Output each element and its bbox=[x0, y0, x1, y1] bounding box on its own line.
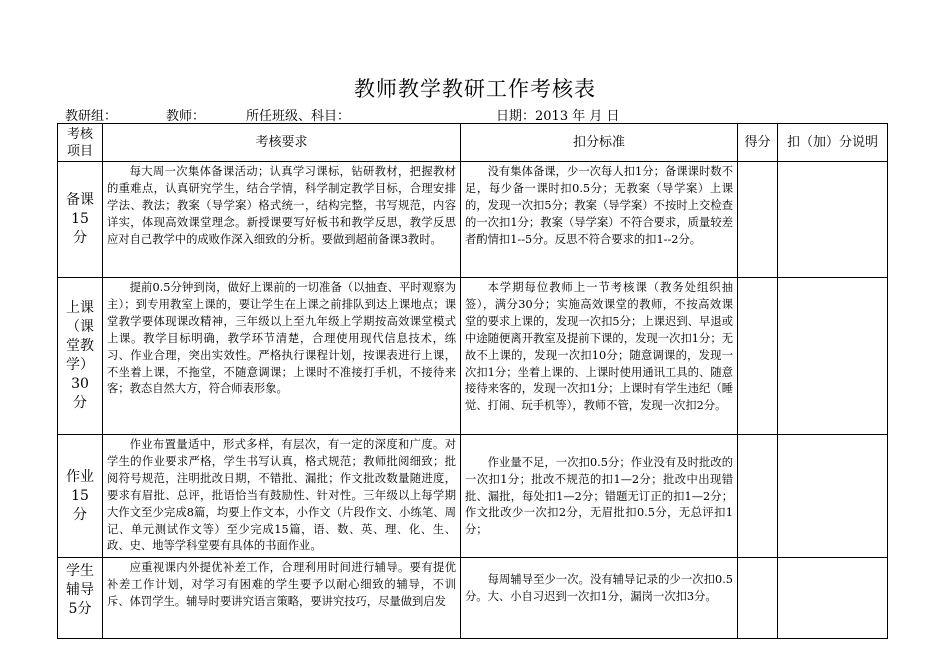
row-item bbox=[58, 278, 103, 435]
row-requirement: 应重视课内外提优补差工作，合理利用时间进行辅导。要有提优补差工作计划，对学习有困难的学生要予以耐心细致的辅导，不训斥、体罚学生。辅导时要讲究语言策略，要讲究技巧，尽量做到启发 bbox=[103, 558, 461, 639]
table-row bbox=[58, 558, 888, 639]
row-score-cell[interactable] bbox=[738, 162, 778, 278]
row-item-text: 上课（课堂教学）30分 bbox=[66, 300, 94, 411]
table-row bbox=[58, 278, 888, 435]
row-item-text: 备课15分 bbox=[66, 192, 94, 246]
assessment-table bbox=[57, 123, 888, 639]
row-criteria: 本学期每位教师上一节考核课（教务处组织抽签），满分30分；实施高效课堂的教师，不按高效课堂的要求上课的，发现一次扣5分；上课迟到、早退或中途随便离开教室及提前下课的，发现一次扣1分；无故不上课的，发现一次扣10分；随意调课的，发现一次扣1分；坐着上课的、上课时使用通讯工具的、随意接待来客的，发现一次扣1分；上课时有学生违纪（睡觉、打闹、玩手机等），教师不管，发现一次扣2分。 bbox=[461, 278, 738, 435]
table-row bbox=[58, 435, 888, 558]
header-item-text: 考核项目 bbox=[66, 126, 93, 159]
row-note-cell[interactable] bbox=[778, 162, 888, 278]
header-item bbox=[58, 124, 103, 162]
row-note-cell[interactable] bbox=[778, 558, 888, 639]
header-criteria: 扣分标准 bbox=[461, 124, 738, 162]
row-score-cell[interactable] bbox=[738, 435, 778, 558]
row-item bbox=[58, 162, 103, 278]
row-requirement: 提前0.5分钟到岗，做好上课前的一切准备（以抽查、平时观察为主）；到专用教室上课的，要让学生在上课之前排队到达上课地点；课堂教学要体现课改精神，三年级以上至九年级上学期按高效课堂模式上课。教学目标明确，教学环节清楚，合理使用现代信息技术，练习、作业合理，突出实效性。严格执行课程计划，按课表进行上课，不坐着上课，不拖堂，不随意调课；上课时不准接打手机，不接待来客；教态自然大方，符合师表形象。 bbox=[103, 278, 461, 435]
class-subject-label: 所任班级、科目： bbox=[246, 109, 351, 124]
header-note: 扣（加）分说明 bbox=[778, 124, 888, 162]
row-item bbox=[58, 435, 103, 558]
teaching-group-label: 教研组： bbox=[65, 109, 118, 124]
date-label: 日期：2013 年 月 日 bbox=[496, 109, 620, 124]
row-requirement: 每大周一次集体备课活动；认真学习课标，钻研教材，把握教材的重难点，认真研究学生，结合学情，科学制定教学目标，合理安排学法、教法；教案（导学案）格式统一，结构完整，书写规范，内容详实，体现高效课堂理念。新授课要写好板书和教学反思，教学反思应对自己教学中的成败作深入细致的分析。要做到超前备课3教时。 bbox=[103, 162, 461, 278]
table-row bbox=[58, 162, 888, 278]
row-criteria: 没有集体备课，少一次每人扣1分；备课课时数不足，每少备一课时扣0.5分；无教案（导学案）上课的，发现一次扣5分；教案（导学案）不按时上交检查的一次扣1分；教案（导学案）不符合要求，质量较差者酌情扣1--5分。反思不符合要求的扣1--2分。 bbox=[461, 162, 738, 278]
row-item bbox=[58, 558, 103, 639]
row-criteria: 作业量不足，一次扣0.5分；作业没有及时批改的一次扣1分；批改不规范的扣1—2分；批改中出现错批、漏批，每处扣1—2分；错题无订正的扣1—2分；作文批改少一次扣2分，无眉批扣0.5分，无总评扣1分； bbox=[461, 435, 738, 558]
row-score-cell[interactable] bbox=[738, 278, 778, 435]
table-header-row bbox=[58, 124, 888, 162]
row-criteria: 每周辅导至少一次。没有辅导记录的少一次扣0.5分。大、小自习迟到一次扣1分，漏岗一次扣3分。 bbox=[461, 558, 738, 639]
header-score: 得分 bbox=[738, 124, 778, 162]
document-title: 教师教学教研工作考核表 bbox=[354, 77, 596, 101]
row-score-cell[interactable] bbox=[738, 558, 778, 639]
header-requirement: 考核要求 bbox=[103, 124, 461, 162]
row-item-text: 学生辅导5分 bbox=[66, 563, 94, 617]
teacher-label: 教师： bbox=[166, 109, 206, 124]
row-item-text: 作业15分 bbox=[66, 468, 94, 523]
row-note-cell[interactable] bbox=[778, 278, 888, 435]
row-requirement: 作业布置量适中，形式多样，有层次，有一定的深度和广度。对学生的作业要求严格，学生书写认真，格式规范；教师批阅细致；批阅符号规范，注明批改日期，不错批、漏批；作文批改数量随进度，要求有眉批、总评，批语恰当有鼓励性、针对性。三年级以上每学期大作文至少完成8篇，均要上作文本，小作文（片段作文、小练笔、周记、单元测试作文等）至少完成15篇，语、数、英、理、化、生、政、史、地等学科堂要有具体的书面作业。 bbox=[103, 435, 461, 558]
row-note-cell[interactable] bbox=[778, 435, 888, 558]
